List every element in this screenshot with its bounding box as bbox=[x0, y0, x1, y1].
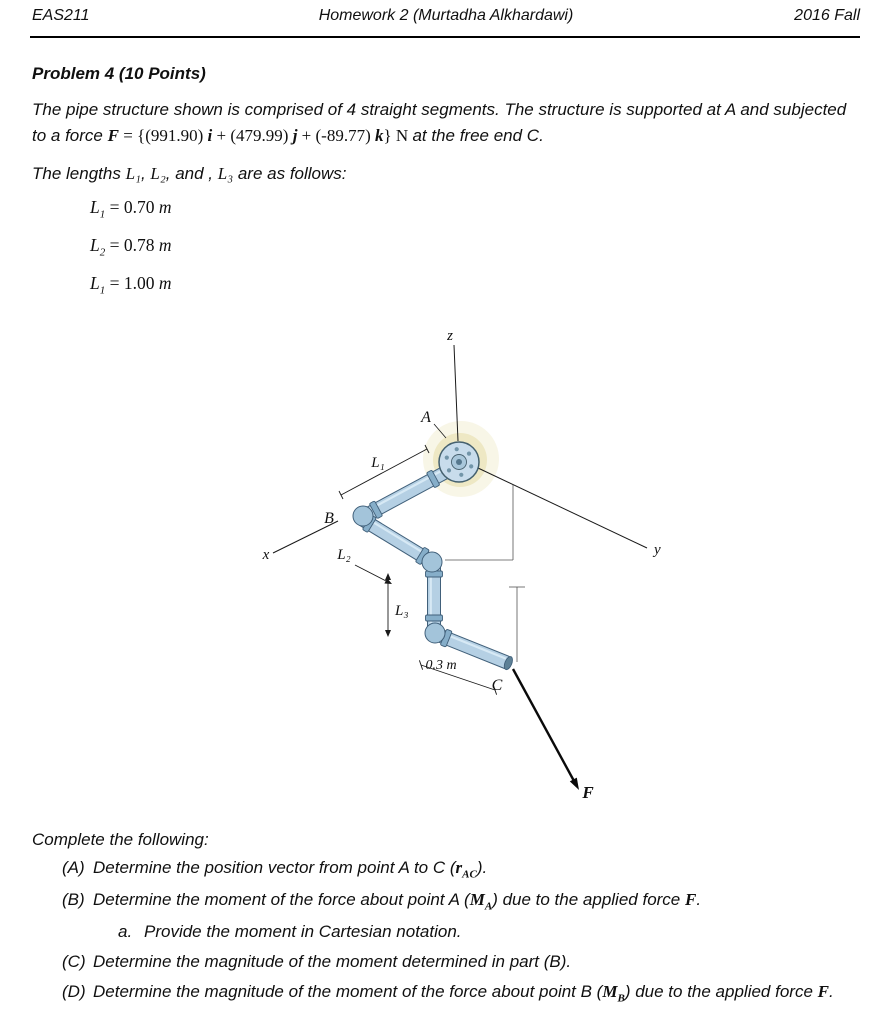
eq-subscript: 1 bbox=[99, 208, 106, 221]
task-c-text: Determine the magnitude of the moment determined in part (B). bbox=[93, 952, 572, 971]
math-symbol-f: F bbox=[684, 890, 697, 909]
force-label: F bbox=[582, 783, 594, 802]
header-term: 2016 Fall bbox=[794, 7, 860, 24]
eq-unit: m bbox=[158, 197, 172, 217]
task-b-sub-text: Provide the moment in Cartesian notation. bbox=[144, 922, 462, 941]
problem-statement bbox=[32, 97, 860, 149]
length-equation-3 bbox=[90, 273, 172, 297]
eq-value: = 0.78 bbox=[105, 235, 159, 255]
statement-math-4: } N bbox=[383, 126, 413, 145]
problem-heading: Problem 4 (10 Points) bbox=[32, 64, 206, 83]
y-axis-label: y bbox=[654, 542, 661, 558]
pipe-structure-figure bbox=[245, 325, 665, 805]
elbow-lower bbox=[425, 623, 445, 643]
math-symbol-f: F bbox=[107, 126, 119, 145]
eq-subscript: 1 bbox=[99, 284, 106, 297]
header-rule bbox=[30, 36, 860, 38]
math-symbol-f: F bbox=[817, 982, 829, 1001]
math-symbol-m: M bbox=[469, 890, 485, 909]
math-symbol-l1: L₁ bbox=[125, 164, 141, 183]
eq-unit: m bbox=[158, 273, 172, 293]
dim-l2 bbox=[355, 565, 392, 584]
task-d-pre: Determine the magnitude of the moment of the force about point B ( bbox=[93, 982, 603, 1001]
x-axis-label: x bbox=[262, 547, 270, 563]
math-symbol-m: M bbox=[602, 982, 618, 1001]
document-header bbox=[32, 7, 860, 25]
task-item-c bbox=[62, 952, 571, 972]
dim-l2-label: L₂ bbox=[337, 547, 351, 563]
eq-symbol: L bbox=[90, 235, 100, 255]
math-symbol-k: k bbox=[375, 126, 384, 145]
eq-symbol: L bbox=[90, 197, 100, 217]
task-a-pre: Determine the position vector from point A to C ( bbox=[93, 858, 456, 877]
task-b-mid: ) due to the applied force bbox=[492, 890, 685, 909]
task-d-label: (D) bbox=[62, 982, 86, 1001]
task-b-sub-label: a. bbox=[118, 922, 133, 941]
length-equation-1 bbox=[90, 197, 172, 221]
statement-lead: The pipe structure shown is comprised of 4 straight segments. The structure is supported at A and subjected to a force bbox=[32, 100, 847, 145]
dim-03-label: 0.3 m bbox=[425, 658, 457, 673]
statement-math-2: + (479.99) bbox=[212, 126, 293, 145]
task-b-label: (B) bbox=[62, 890, 85, 909]
math-symbol-l3: L₃ bbox=[217, 164, 234, 183]
math-subscript-b: B bbox=[617, 992, 625, 1005]
elbow-b bbox=[353, 506, 373, 526]
task-b-text bbox=[93, 890, 701, 912]
math-subscript-a: A bbox=[484, 900, 493, 913]
task-b-pre: Determine the moment of the force about point A ( bbox=[93, 890, 470, 909]
eq-value: = 1.00 bbox=[105, 273, 159, 293]
statement-math-3: + (-89.77) bbox=[297, 126, 375, 145]
header-course: EAS211 bbox=[32, 7, 90, 24]
point-a-label: A bbox=[421, 409, 431, 426]
figure-container bbox=[245, 325, 665, 805]
point-c-label: C bbox=[491, 677, 503, 694]
pipe-segment-1 bbox=[364, 465, 450, 522]
math-subscript-ac: AC bbox=[462, 868, 477, 881]
lengths-intro-text-2: , bbox=[140, 164, 151, 183]
task-c-label: (C) bbox=[62, 952, 86, 971]
dim-l3-label: L₃ bbox=[395, 603, 409, 619]
lengths-intro-text-3: , and , bbox=[165, 164, 218, 183]
task-a-text bbox=[93, 858, 487, 880]
lengths-intro-text-4: are as follows: bbox=[233, 164, 347, 183]
length-equation-2 bbox=[90, 235, 172, 259]
eq-subscript: 2 bbox=[99, 246, 106, 259]
task-d-mid: ) due to the applied force bbox=[624, 982, 818, 1001]
statement-tail: at the free end C. bbox=[412, 126, 544, 145]
math-symbol-j: j bbox=[292, 126, 298, 145]
flange-a bbox=[439, 442, 479, 482]
task-a-label: (A) bbox=[62, 858, 85, 877]
elbow-mid bbox=[422, 552, 442, 572]
z-axis-label: z bbox=[447, 328, 453, 344]
dim-l1-label: L₁ bbox=[371, 455, 385, 471]
math-symbol-i: i bbox=[207, 126, 213, 145]
task-d-post: . bbox=[828, 982, 834, 1001]
y-axis bbox=[478, 468, 647, 548]
lengths-intro-text-1: The lengths bbox=[32, 164, 126, 183]
task-d-text bbox=[93, 982, 834, 1004]
eq-symbol: L bbox=[90, 273, 100, 293]
math-symbol-r: r bbox=[455, 858, 463, 877]
lengths-intro bbox=[32, 164, 347, 184]
math-symbol-l2: L₂ bbox=[150, 164, 166, 183]
task-item-d bbox=[62, 982, 834, 1004]
tasks-intro: Complete the following: bbox=[32, 830, 209, 849]
force-arrow bbox=[513, 669, 579, 790]
header-title: Homework 2 (Murtadha Alkhardawi) bbox=[318, 7, 574, 24]
task-a-post: ). bbox=[476, 858, 488, 877]
task-b-post: . bbox=[696, 890, 702, 909]
pipe-segment-3 bbox=[426, 565, 443, 629]
task-item-b-sub-a bbox=[118, 922, 462, 942]
task-item-a bbox=[62, 858, 487, 880]
eq-value: = 0.70 bbox=[105, 197, 159, 217]
task-item-b bbox=[62, 890, 701, 912]
point-b-label: B bbox=[324, 510, 334, 527]
statement-math-1: = {(991.90) bbox=[118, 126, 208, 145]
eq-unit: m bbox=[158, 235, 172, 255]
